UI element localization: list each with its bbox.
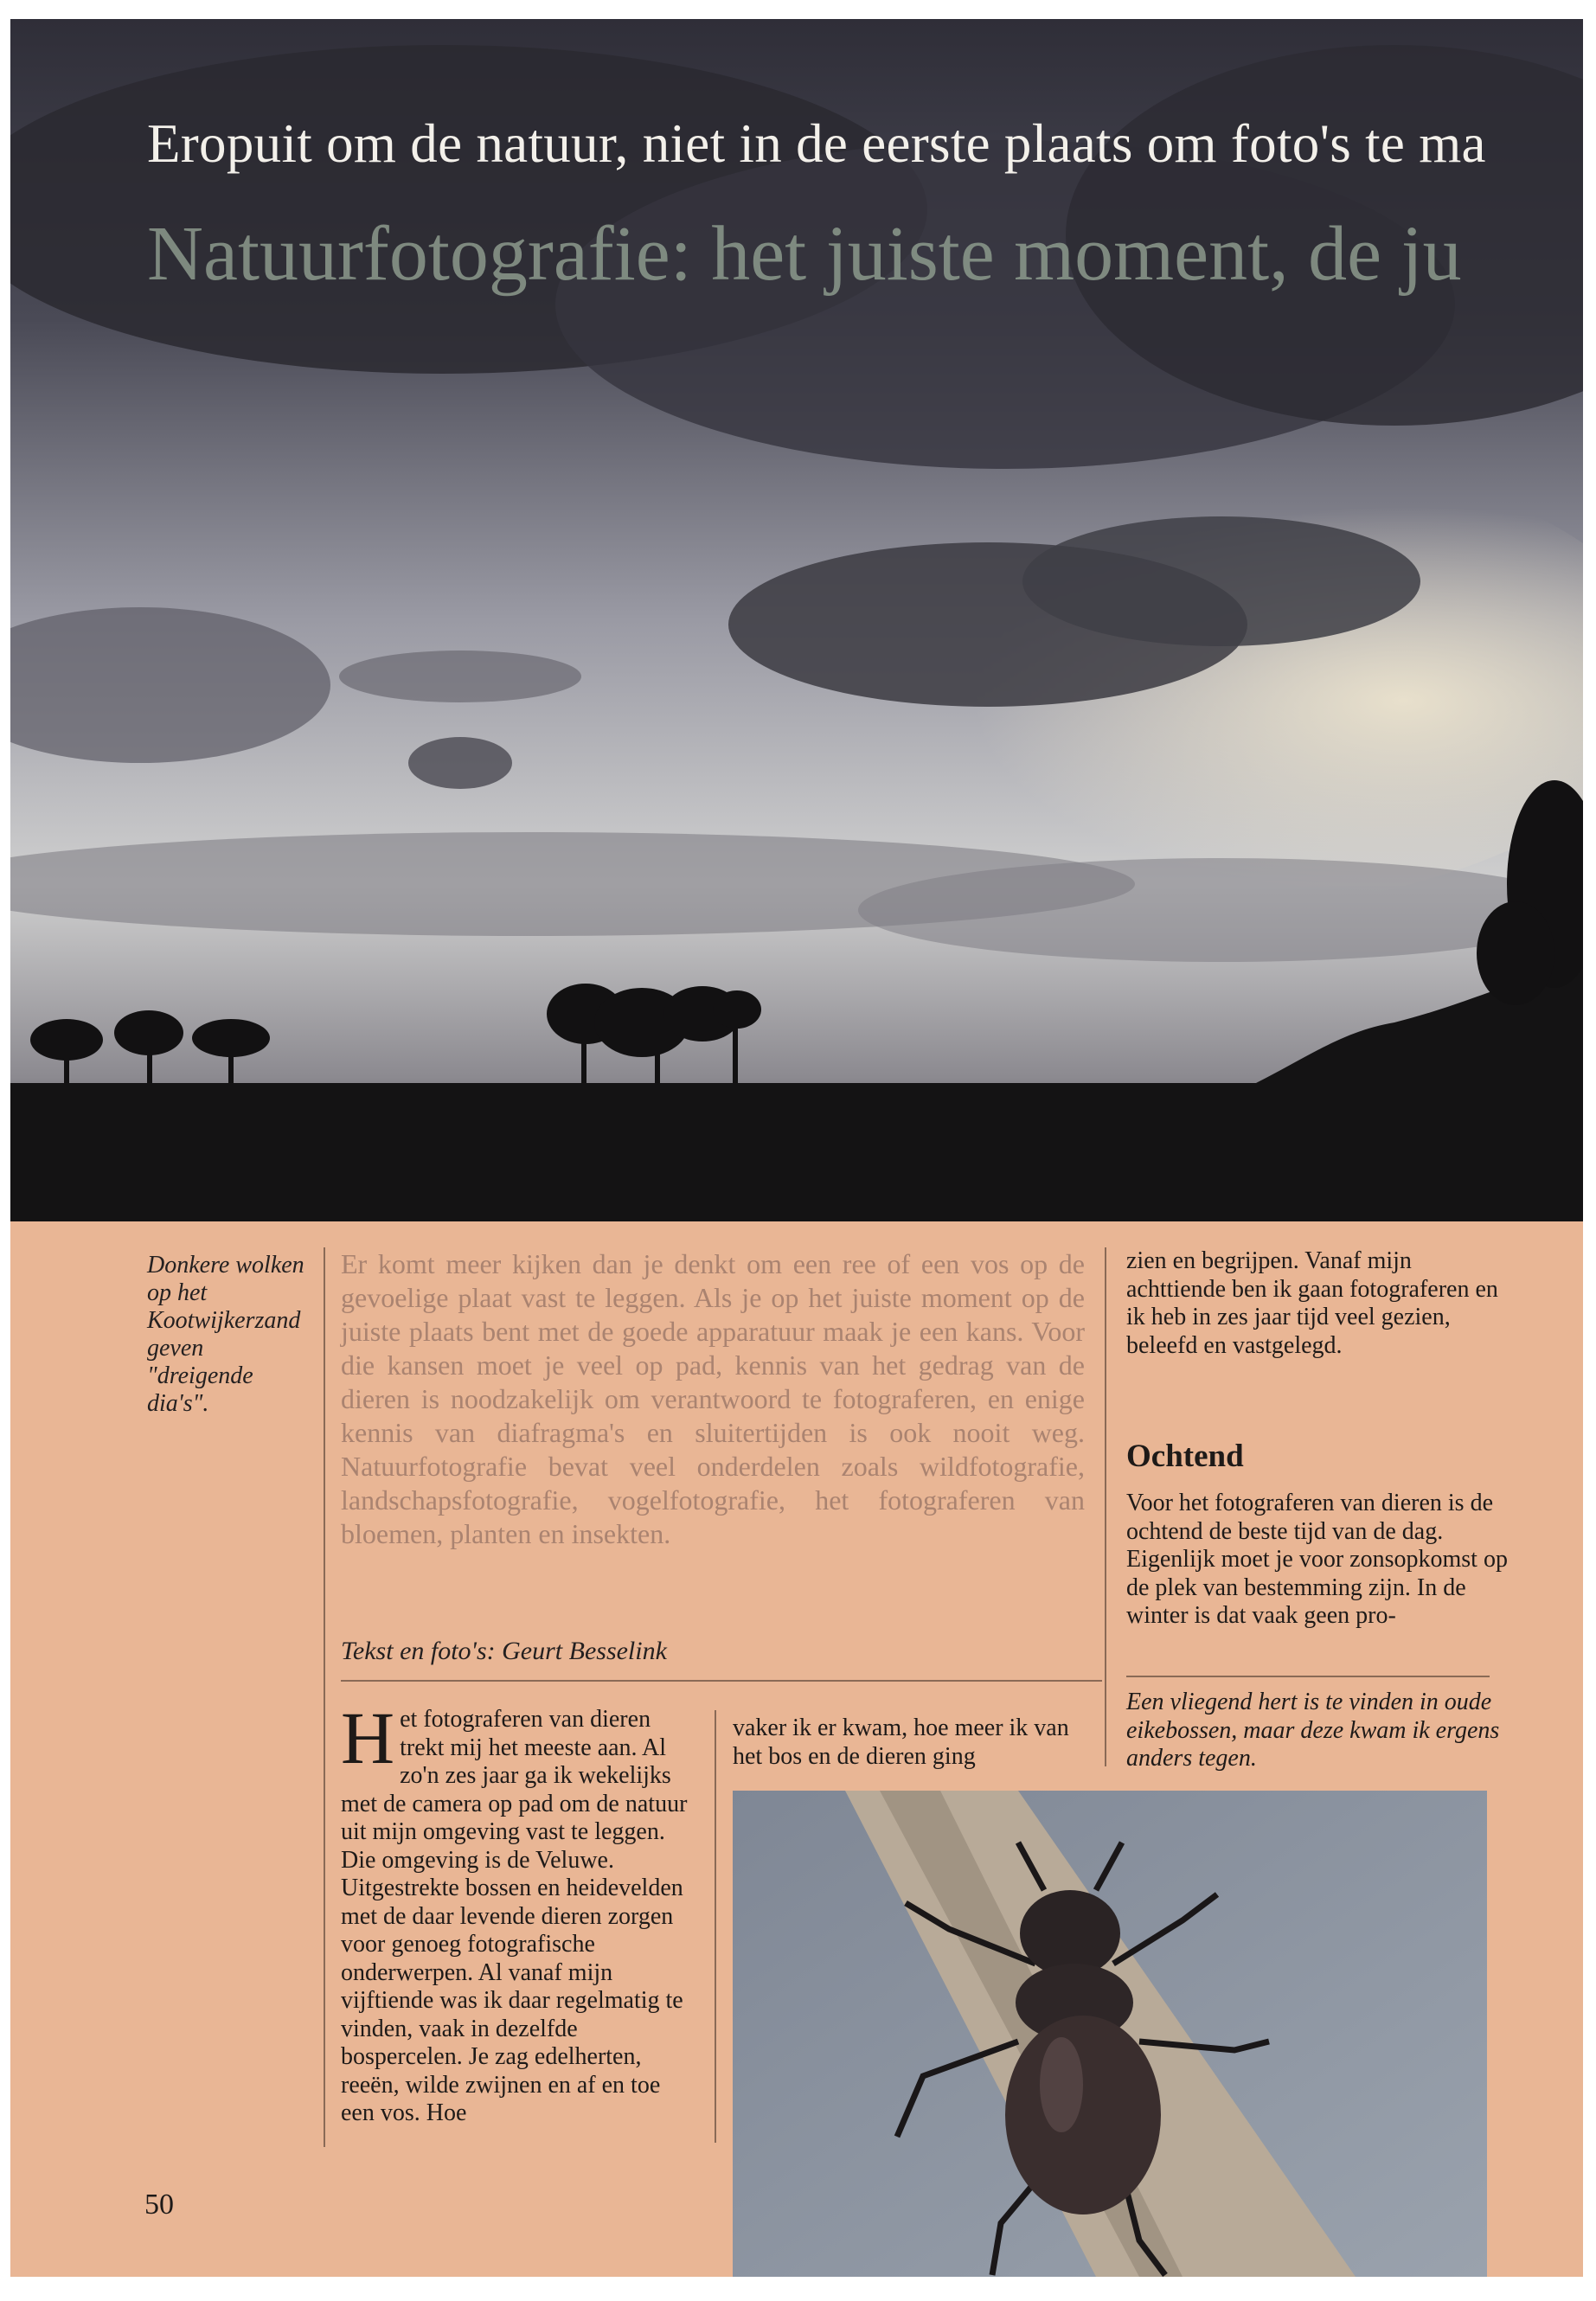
caption-divider bbox=[1126, 1676, 1490, 1677]
page-number: 50 bbox=[144, 2189, 174, 2221]
column-divider bbox=[1105, 1247, 1106, 1766]
body-column-3-bottom: Voor het fotograferen van dieren is de ochtend de beste tijd van de dag. Eigenlijk moet je voor zonsopkomst op de plek van bestemming zijn. In de winter is dat vaak geen pro- bbox=[1126, 1490, 1508, 1629]
article-headline: Natuurfotografie: het juiste moment, de ju bbox=[147, 211, 1462, 297]
landscape-photo bbox=[10, 19, 1583, 1221]
body-column-1 bbox=[341, 1696, 695, 2128]
stag-beetle-photo bbox=[733, 1791, 1487, 2277]
article-kicker: Eropuit om de natuur, niet in de eerste plaats om foto's te ma bbox=[147, 113, 1486, 174]
drop-cap: H bbox=[341, 1696, 395, 1779]
magazine-page bbox=[10, 19, 1583, 2277]
column-divider bbox=[715, 1710, 716, 2143]
body-column-2: vaker ik er kwam, hoe meer ik van het bos en de dieren ging bbox=[733, 1715, 1069, 1770]
beetle-illustration bbox=[733, 1791, 1487, 2277]
column-divider bbox=[324, 1247, 325, 2147]
body-column-1-text: et fotograferen van dieren trekt mij het meeste aan. Al zo'n zes jaar ga ik wekelijks met de camera op pad om de natuur uit mijn omgeving vast te leggen. Die omgeving is de Veluwe. Uitgestrekte bossen en heidevelden met de daar levende dieren zorgen voor genoeg fotografische onderwerpen. Al vanaf mijn vijftiende was ik daar regelmatig te vinden, vaak in dezelfde bospercelen. Je zag edelherten, reeën, wilde zwijnen en af en toe een vos. Hoe bbox=[341, 1706, 688, 2126]
intro-paragraph: Er komt meer kijken dan je denkt om een ree of een vos op de gevoelige plaat vast te leggen. Als je op het juiste moment op de juiste plaats bent met de goede apparatuur maak je een kans. Voor die kansen moet je veel op pad, kennis van het gedrag van de dieren is noodzakelijk om verantwoord te fotograferen, en enige kennis van diafragma's en sluitertijden is ook nooit weg. Natuurfotografie bevat veel onderdelen zoals wildfotografie, landschapsfotografie, vogelfotografie, het fotograferen van bloemen, planten en insekten. bbox=[341, 1248, 1085, 1549]
intro-divider bbox=[341, 1680, 1102, 1682]
section-heading: Ochtend bbox=[1126, 1439, 1244, 1474]
photo-caption: Donkere wolken op het Kootwijkerzand geven "dreigende dia's". bbox=[147, 1252, 304, 1417]
body-column-3-top: zien en begrijpen. Vanaf mijn achttiende ben ik gaan fotograferen en ik heb in zes jaar tijd veel gezien, beleefd en vastgelegd. bbox=[1126, 1247, 1498, 1359]
author-credit: Tekst en foto's: Geurt Besselink bbox=[341, 1637, 667, 1665]
cloudy-sky-illustration bbox=[10, 19, 1583, 1221]
beetle-caption: Een vliegend hert is te vinden in oude eikebossen, maar deze kwam ik ergens anders tegen. bbox=[1126, 1689, 1500, 1772]
